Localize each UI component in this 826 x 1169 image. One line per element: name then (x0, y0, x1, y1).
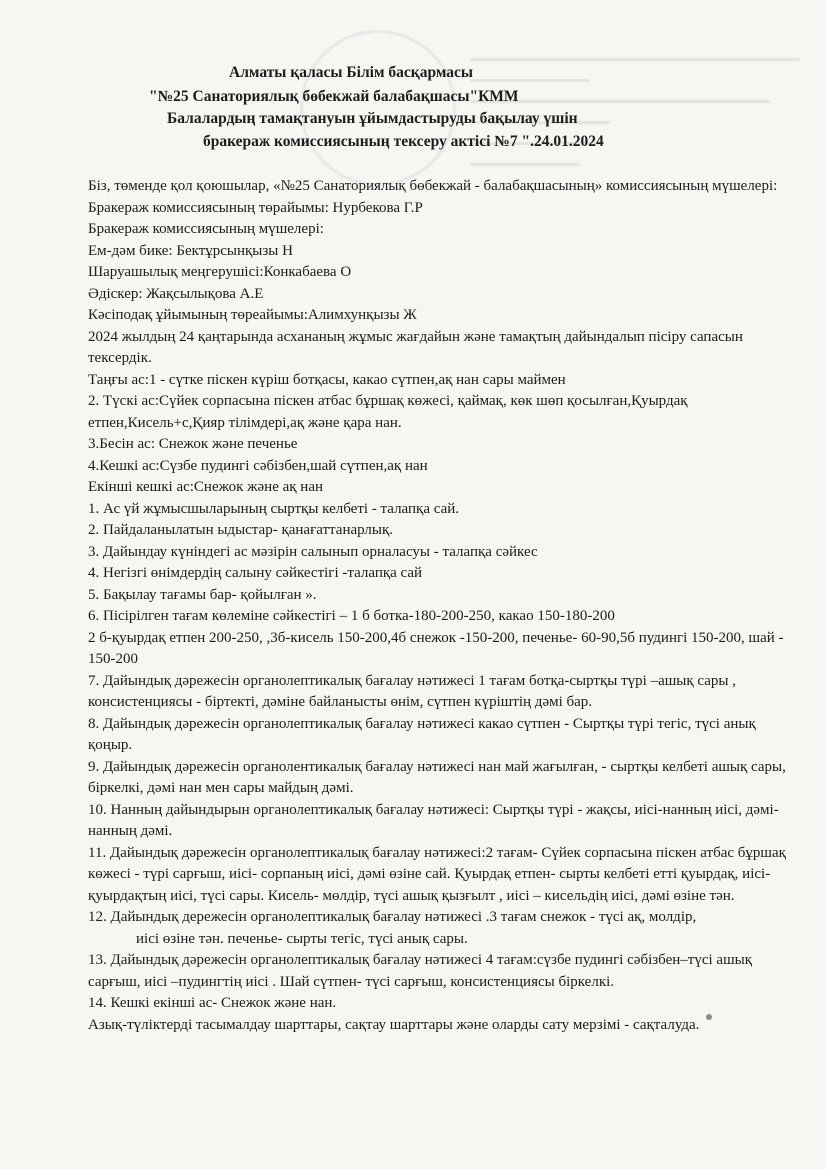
body-paragraph: 4.Кешкі ас:Сүзбе пудингі сәбізбен,шай сүтпен,ақ нан (88, 457, 428, 474)
body-paragraph: 14. Кешкі екінші ас- Снежок және нан. (88, 995, 337, 1011)
body-paragraph: Шаруашылық меңгерушісі:Конкабаева О (88, 264, 352, 280)
body-paragraph: 2. Түскі ас:Сүйек сорпасына піскен атбас бұршақ көжесі, қаймақ, көк шөп қосылған,Қуырдақ етпен,Кисель+с,Қияр тілімдері,ақ және қара нан. (88, 393, 688, 431)
faint-stamp-icon (300, 30, 456, 186)
body-paragraph: 3.Бесін ас: Снежок және печенье (88, 436, 298, 452)
body-paragraph: 2 б-қуырдақ етпен 200-250, ,3б-кисель 150-200,4б снежок -150-200, печенье- 60-90,5б пудингі 150-200, шай - 150-200 (88, 629, 784, 667)
header-line-2: "№25 Санаториялық бөбекжай балабақшасы"КММ (149, 88, 519, 105)
body-paragraph: 4. Негізгі өнімдердің салыну сәйкестігі -талапқа сай (88, 565, 423, 581)
body-paragraph: 3. Дайындау күніндегі ас мәзірін салынып орналасуы - талапқа сәйкес (88, 543, 538, 560)
body-paragraph: 7. Дайындық дәрежесін органолептикалық бағалау нәтижесі 1 тағам ботқа-сыртқы түрі –ашық сары , консистенциясы - біртекті, дәміне байланысты өнім, сүтпен күріштің дәмі бар. (88, 672, 736, 710)
header-line-4: бракераж комиссиясының тексеру актісі №7 ".24.01.2024 (203, 133, 604, 150)
body-paragraph: Бракераж комиссиясының төрайымы: Нурбекова Г.Р (88, 199, 423, 216)
body-paragraph: 9. Дайындық дәрежесін органолентикалық бағалау нәтижесі нан май жағылған, - сыртқы келбеті ашық сары, біркелкі, дәмі нан мен сары майдың дәмі. (88, 758, 786, 796)
body-paragraph: 12. Дайындық дережесін органолептикалық бағалау нәтижесі .3 тағам снежок - түсі ақ, молдір, (88, 909, 697, 925)
body-paragraph: Азық-түліктерді тасымалдау шарттары, сақтау шарттары және оларды сату мерзімі - сақталуда. (88, 1016, 700, 1033)
body-paragraph: 11. Дайындық дәрежесін органолептикалық бағалау нәтижесі:2 тағам- Сүйек сорпасына піскен атбас бұршақ көжесі - түрі сарғыш, иісі- сорпаның иісі, дәмі өзіне сай. Қуырдақ етпен- сырты келбеті етті қуырдақ, иісі- қуырдақтың иісі, түсі сары. Кисель- мөлдір, түсі ашық қызғылт , иісі – кисельдің иісі, дәмі өзіне тән. (88, 844, 786, 904)
body-paragraph: 8. Дайындық дәрежесін органолептикалық бағалау нәтижесі какао сүтпен - Сыртқы түрі тегіс, түсі анық қоңыр. (88, 715, 756, 753)
body-paragraph: Таңғы ас:1 - сүтке піскен күріш ботқасы, какао сүтпен,ақ нан сары маймен (88, 371, 566, 388)
body-paragraph: Біз, төменде қол қоюшылар, «№25 Санаториялық бөбекжай - балабақшасының» комиссиясының мүшелері: (88, 178, 778, 194)
body-paragraph: 1. Ас үй жұмысшыларының сыртқы келбеті - талапқа сай. (88, 500, 460, 517)
body-paragraph: 10. Нанның дайындырын органолептикалық бағалау нәтижесі: Сыртқы түрі - жақсы, иісі-нанның иісі, дәмі-нанның дәмі. (88, 801, 779, 839)
header-line-3: Балалардың тамақтануын ұйымдастыруды бақылау үшін (167, 110, 578, 127)
header-line-1: Алматы қаласы Білім басқармасы (229, 64, 474, 81)
document-body (88, 176, 800, 1036)
body-paragraph: 5. Бақылау тағамы бар- қойылған ». (88, 586, 317, 603)
body-paragraph: 6. Пісірілген тағам көлеміне сәйкестігі – 1 б ботка-180-200-250, какао 150-180-200 (88, 608, 615, 624)
body-paragraph: Екінші кешкі ас:Снежок және ақ нан (88, 479, 324, 495)
ink-speck-icon (706, 1014, 712, 1020)
body-paragraph: Кәсіподақ ұйымының төреайымы:Алимхунқызы Ж (88, 307, 417, 323)
body-paragraph: иісі өзіне тән. печенье- сырты тегіс, түсі анық сары. (136, 930, 468, 947)
body-paragraph: Бракераж комиссиясының мүшелері: (88, 221, 324, 237)
body-paragraph: 2024 жылдың 24 қаңтарында асхананың жұмыс жағдайын және тамақтың дайындалып пісіру сапасын тексердік. (88, 328, 743, 366)
body-paragraph: Әдіскер: Жақсылықова А.Е (88, 285, 264, 302)
body-paragraph: Ем-дәм бике: Бектұрсынқызы Н (88, 242, 293, 259)
body-paragraph: 2. Пайдаланылатын ыдыстар- қанағаттанарлық. (88, 522, 394, 538)
body-paragraph: 13. Дайындық дәрежесін органолептикалық бағалау нәтижесі 4 тағам:сүзбе пудингі сәбізбен–түсі ашық сарғыш, иісі –пудингтің иісі . Шай сүтпен- түсі сарғыш, консистенциясы біркелкі. (88, 952, 753, 990)
